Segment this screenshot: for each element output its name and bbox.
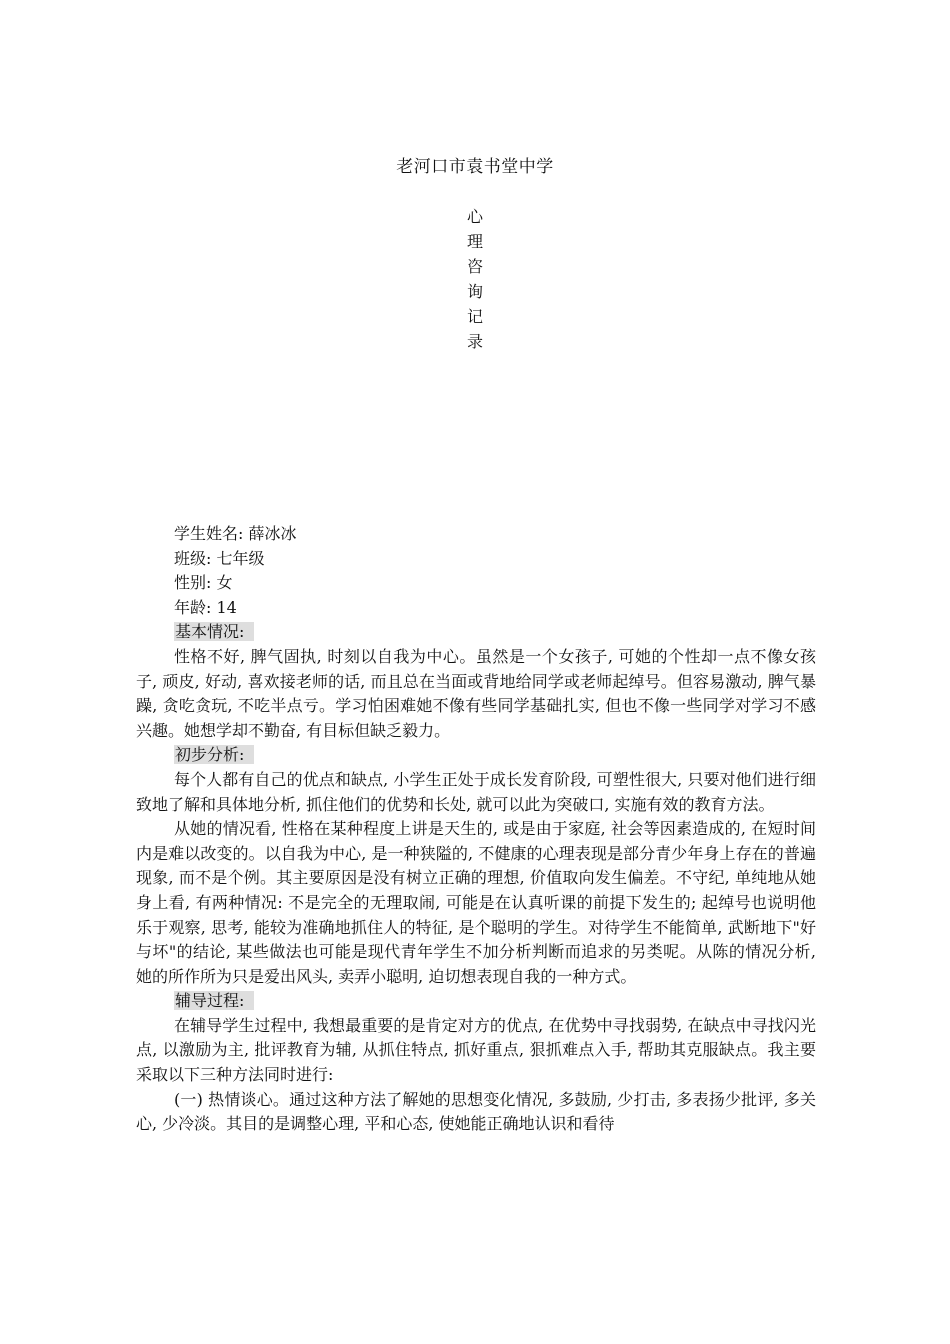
title-char: 咨 xyxy=(466,257,483,276)
section-heading-basic xyxy=(136,620,816,645)
title-char: 理 xyxy=(466,232,483,251)
title-char: 录 xyxy=(466,332,483,351)
heading-text: 初步分析: xyxy=(174,745,254,764)
title-char: 心 xyxy=(466,207,483,226)
school-name: 老河口市袁书堂中学 xyxy=(396,157,554,177)
analysis-paragraph: 每个人都有自己的优点和缺点, 小学生正处于成长发育阶段, 可塑性很大, 只要对他们进行细致地了解和具体地分析, 抓住他们的优势和长处, 就可以此为突破口, 实施有效的教育方法。 xyxy=(136,769,816,814)
process-paragraph: (一) 热情谈心。通过这种方法了解她的思想变化情况, 多鼓励, 少打击, 多表扬少批评, 多关心, 少冷淡。其目的是调整心理, 平和心态, 使她能正确地认识和看待 xyxy=(136,1089,816,1134)
title-char: 询 xyxy=(466,282,483,301)
student-gender: 性别: 女 xyxy=(174,573,233,593)
heading-text: 辅导过程: xyxy=(174,991,254,1010)
student-class: 班级: 七年级 xyxy=(174,548,265,568)
analysis-paragraph: 从她的情况看, 性格在某种程度上讲是天生的, 或是由于家庭, 社会等因素造成的, 在短时间内是难以改变的。以自我为中心, 是一种狭隘的, 不健康的心理表现是部分青少年身上存在的普遍现象, 而不是个例。其主要原因是没有树立正确的理想, 价值取向发生偏差。不守纪, 单纯地从她身上看, 有两种情况: 不是完全的无理取闹, 可能是在认真听课的前提下发生的; 起绰号也说明他乐于观察, 思考, 能较为准确地抓住人的特征, 是个聪明的学生。对待学生不能简单, 武断地下"好与坏"的结论, 某些做法也可能是现代青年学生不加分析判断而追求的另类呢。从陈的情况分析, 她的所作所为只是爱出风头, 卖弄小聪明, 迫切想表现自我的一种方式。 xyxy=(136,819,816,986)
section-heading-analysis xyxy=(136,743,816,768)
process-paragraph: 在辅导学生过程中, 我想最重要的是肯定对方的优点, 在优势中寻找弱势, 在缺点中寻找闪光点, 以激励为主, 批评教育为辅, 从抓住特点, 抓好重点, 狠抓难点入手, 帮助其克服缺点。我主要采取以下三种方法同时进行: xyxy=(136,1015,816,1085)
basic-paragraph: 性格不好, 脾气固执, 时刻以自我为中心。虽然是一个女孩子, 可她的个性却一点不像女孩子, 顽皮, 好动, 喜欢接老师的话, 而且总在当面或背地给同学或老师起绰号。但容易激动, 脾气暴躁, 贪吃贪玩, 不吃半点亏。学习怕困难她不像有些同学基础扎实, 但也不像一些同学对学习不感兴趣。她想学却不勤奋, 有目标但缺乏毅力。 xyxy=(136,646,816,740)
title-char: 记 xyxy=(466,307,483,326)
document-title xyxy=(0,204,950,354)
record-body xyxy=(136,522,816,1137)
student-age: 年龄: 14 xyxy=(174,597,237,617)
section-heading-process xyxy=(136,989,816,1014)
student-name: 学生姓名: 薛冰冰 xyxy=(174,524,297,543)
heading-text: 基本情况: xyxy=(174,622,254,641)
